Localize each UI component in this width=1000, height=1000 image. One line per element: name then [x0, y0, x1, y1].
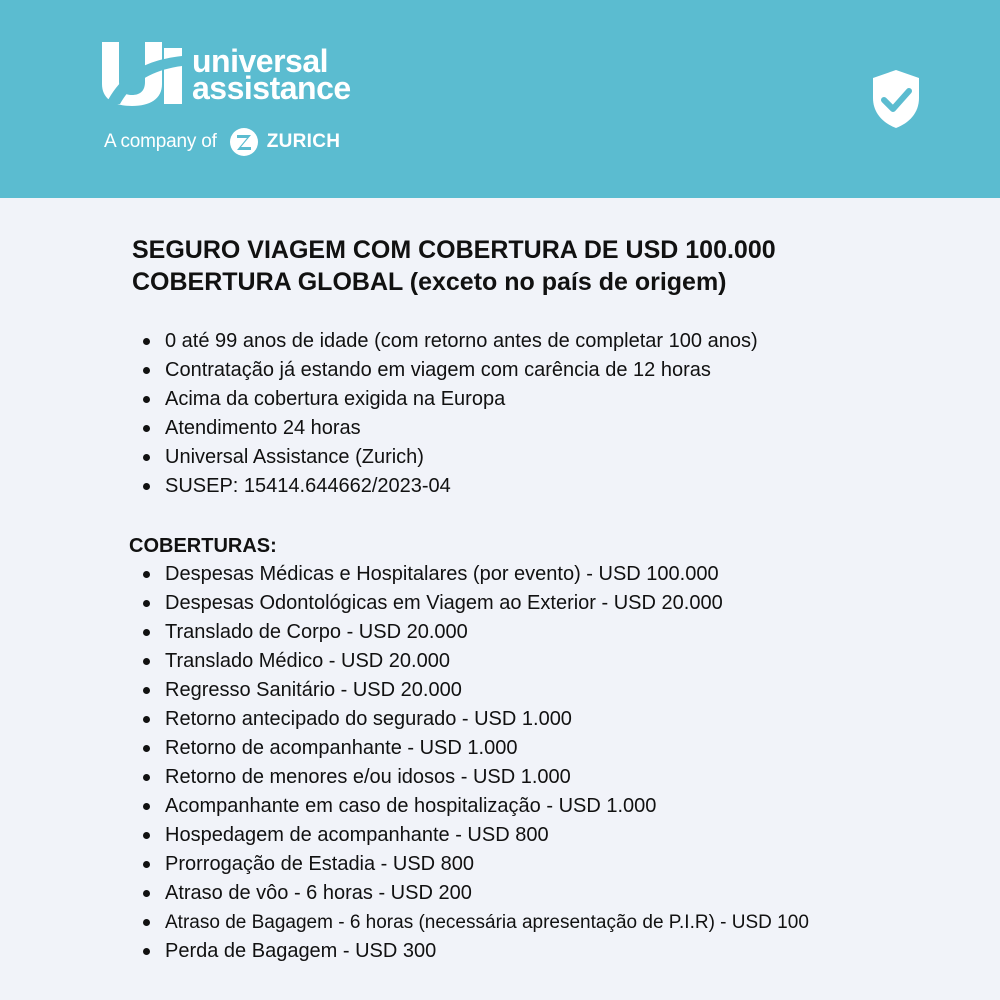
page-title — [132, 234, 776, 298]
features-list — [140, 327, 758, 501]
header-banner — [0, 0, 1000, 198]
coverage-item: Translado de Corpo - USD 20.000 — [140, 618, 809, 647]
partner-tagline — [104, 126, 340, 158]
coverage-item: Atraso de vôo - 6 horas - USD 200 — [140, 879, 809, 908]
feature-item: Contratação já estando em viagem com carência de 12 horas — [140, 356, 758, 385]
coverage-item: Prorrogação de Estadia - USD 800 — [140, 850, 809, 879]
zurich-logo-icon — [229, 127, 259, 157]
coverage-item: Despesas Odontológicas em Viagem ao Exterior - USD 20.000 — [140, 589, 809, 618]
feature-item: Universal Assistance (Zurich) — [140, 443, 758, 472]
brand-name-line1: universal — [192, 43, 329, 79]
coverage-item: Despesas Médicas e Hospitalares (por evento) - USD 100.000 — [140, 560, 809, 589]
shield-check-icon — [870, 68, 922, 130]
brand-wordmark — [192, 43, 351, 106]
tagline-text: A company of — [104, 131, 217, 152]
title-line-1: SEGURO VIAGEM COM COBERTURA DE USD 100.000 — [132, 236, 776, 264]
coverage-item: Translado Médico - USD 20.000 — [140, 647, 809, 676]
coverage-item: Acompanhante em caso de hospitalização - USD 1.000 — [140, 792, 809, 821]
feature-item: 0 até 99 anos de idade (com retorno antes de completar 100 anos) — [140, 327, 758, 356]
coverage-item: Perda de Bagagem - USD 300 — [140, 937, 809, 966]
coverage-item: Retorno de acompanhante - USD 1.000 — [140, 734, 809, 763]
coverage-item: Atraso de Bagagem - 6 horas (necessária apresentação de P.I.R) - USD 100 — [140, 908, 809, 937]
feature-item: SUSEP: 15414.644662/2023-04 — [140, 472, 758, 501]
title-line-2: COBERTURA GLOBAL (exceto no país de origem) — [132, 268, 727, 296]
coverages-list — [140, 560, 809, 966]
brand-name-line2: assistance — [192, 70, 351, 106]
coverage-item: Regresso Sanitário - USD 20.000 — [140, 676, 809, 705]
feature-item: Atendimento 24 horas — [140, 414, 758, 443]
feature-item: Acima da cobertura exigida na Europa — [140, 385, 758, 414]
coverage-item: Hospedagem de acompanhante - USD 800 — [140, 821, 809, 850]
main-content — [0, 198, 1000, 1000]
coverages-heading: COBERTURAS: — [129, 535, 277, 557]
universal-assistance-logo-icon — [102, 42, 184, 106]
partner-name: ZURICH — [266, 131, 341, 152]
coverage-item: Retorno antecipado do segurado - USD 1.000 — [140, 705, 809, 734]
coverage-item: Retorno de menores e/ou idosos - USD 1.000 — [140, 763, 809, 792]
